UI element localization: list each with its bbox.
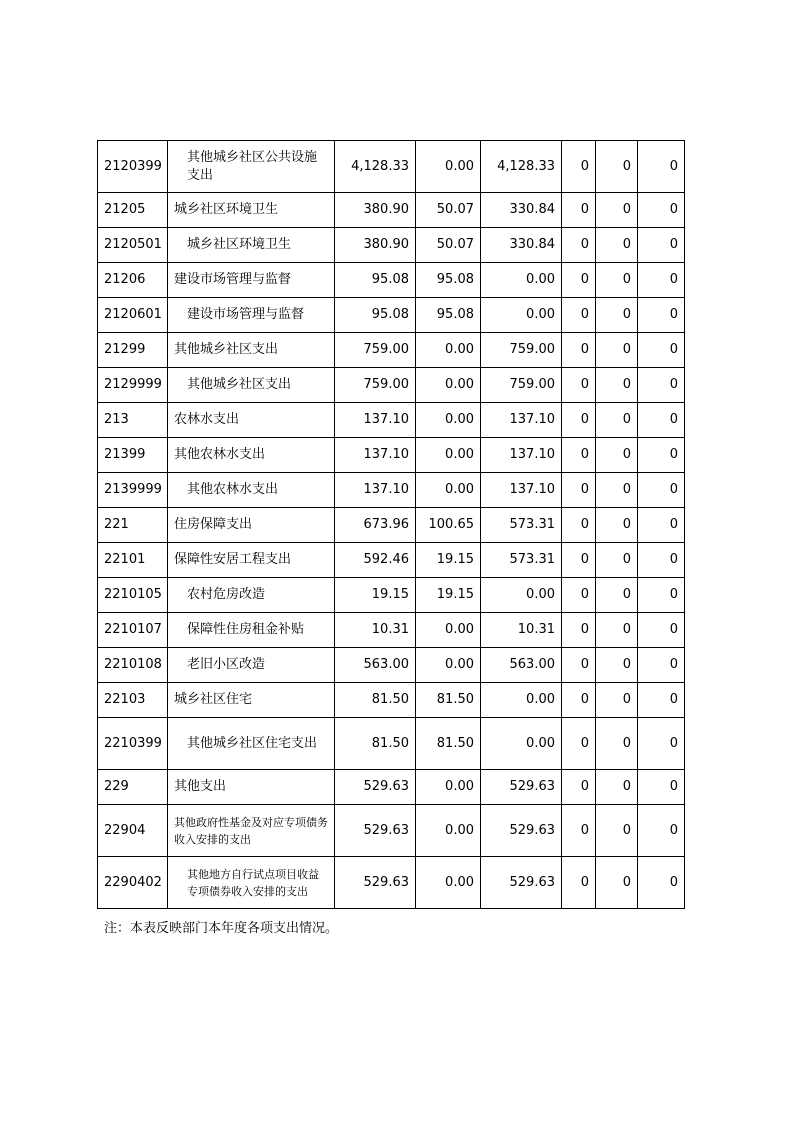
table-row (98, 857, 685, 909)
account-name-cell: 农林水支出 (168, 403, 335, 438)
other-cell-3: 0 (638, 805, 685, 857)
other-cell-2: 0 (596, 403, 638, 438)
total-cell: 529.63 (335, 770, 416, 805)
basic-expenditure-cell: 19.15 (416, 578, 481, 613)
account-name-cell: 其他政府性基金及对应专项债务收入安排的支出 (168, 805, 335, 857)
other-cell-2: 0 (596, 368, 638, 403)
other-cell-2: 0 (596, 683, 638, 718)
table-row (98, 718, 685, 770)
basic-expenditure-cell: 0.00 (416, 368, 481, 403)
project-expenditure-cell: 529.63 (481, 805, 562, 857)
account-code-cell: 2120501 (98, 228, 168, 263)
basic-expenditure-cell: 19.15 (416, 543, 481, 578)
basic-expenditure-cell: 0.00 (416, 770, 481, 805)
table-row (98, 683, 685, 718)
project-expenditure-cell: 10.31 (481, 613, 562, 648)
table-row (98, 141, 685, 193)
project-expenditure-cell: 759.00 (481, 333, 562, 368)
basic-expenditure-cell: 0.00 (416, 473, 481, 508)
other-cell-2: 0 (596, 438, 638, 473)
basic-expenditure-cell: 0.00 (416, 805, 481, 857)
other-cell-1: 0 (562, 438, 596, 473)
account-name-cell: 保障性安居工程支出 (168, 543, 335, 578)
total-cell: 95.08 (335, 298, 416, 333)
basic-expenditure-cell: 0.00 (416, 141, 481, 193)
other-cell-2: 0 (596, 718, 638, 770)
table-row (98, 648, 685, 683)
total-cell: 81.50 (335, 718, 416, 770)
other-cell-2: 0 (596, 141, 638, 193)
total-cell: 137.10 (335, 438, 416, 473)
other-cell-2: 0 (596, 613, 638, 648)
table-row (98, 473, 685, 508)
other-cell-3: 0 (638, 473, 685, 508)
account-code-cell: 2120399 (98, 141, 168, 193)
account-name-cell: 建设市场管理与监督 (168, 263, 335, 298)
account-code-cell: 2210105 (98, 578, 168, 613)
total-cell: 137.10 (335, 473, 416, 508)
table-row (98, 368, 685, 403)
account-code-cell: 21299 (98, 333, 168, 368)
basic-expenditure-cell: 0.00 (416, 438, 481, 473)
other-cell-3: 0 (638, 403, 685, 438)
table-row (98, 438, 685, 473)
project-expenditure-cell: 563.00 (481, 648, 562, 683)
other-cell-1: 0 (562, 141, 596, 193)
account-name-cell: 其他地方自行试点项目收益专项债券收入安排的支出 (168, 857, 335, 909)
other-cell-1: 0 (562, 403, 596, 438)
other-cell-2: 0 (596, 473, 638, 508)
account-code-cell: 2139999 (98, 473, 168, 508)
account-code-cell: 2290402 (98, 857, 168, 909)
total-cell: 4,128.33 (335, 141, 416, 193)
account-code-cell: 2120601 (98, 298, 168, 333)
other-cell-1: 0 (562, 613, 596, 648)
other-cell-3: 0 (638, 770, 685, 805)
account-name-cell: 老旧小区改造 (168, 648, 335, 683)
project-expenditure-cell: 137.10 (481, 473, 562, 508)
other-cell-3: 0 (638, 298, 685, 333)
basic-expenditure-cell: 50.07 (416, 193, 481, 228)
other-cell-1: 0 (562, 805, 596, 857)
table-row (98, 770, 685, 805)
other-cell-2: 0 (596, 857, 638, 909)
project-expenditure-cell: 573.31 (481, 508, 562, 543)
account-code-cell: 22101 (98, 543, 168, 578)
other-cell-2: 0 (596, 508, 638, 543)
basic-expenditure-cell: 81.50 (416, 718, 481, 770)
basic-expenditure-cell: 0.00 (416, 403, 481, 438)
other-cell-1: 0 (562, 508, 596, 543)
project-expenditure-cell: 330.84 (481, 228, 562, 263)
account-code-cell: 2129999 (98, 368, 168, 403)
other-cell-2: 0 (596, 193, 638, 228)
total-cell: 95.08 (335, 263, 416, 298)
account-code-cell: 21206 (98, 263, 168, 298)
other-cell-1: 0 (562, 648, 596, 683)
basic-expenditure-cell: 81.50 (416, 683, 481, 718)
account-name-cell: 其他城乡社区支出 (168, 368, 335, 403)
other-cell-3: 0 (638, 648, 685, 683)
other-cell-3: 0 (638, 263, 685, 298)
other-cell-1: 0 (562, 263, 596, 298)
total-cell: 759.00 (335, 333, 416, 368)
table-row (98, 263, 685, 298)
basic-expenditure-cell: 0.00 (416, 648, 481, 683)
other-cell-2: 0 (596, 228, 638, 263)
other-cell-2: 0 (596, 770, 638, 805)
other-cell-1: 0 (562, 298, 596, 333)
table-body (98, 141, 685, 909)
other-cell-3: 0 (638, 438, 685, 473)
other-cell-2: 0 (596, 578, 638, 613)
account-name-cell: 城乡社区环境卫生 (168, 228, 335, 263)
expenditure-table (97, 140, 685, 909)
basic-expenditure-cell: 50.07 (416, 228, 481, 263)
other-cell-2: 0 (596, 648, 638, 683)
total-cell: 81.50 (335, 683, 416, 718)
project-expenditure-cell: 759.00 (481, 368, 562, 403)
table-note: 注：本表反映部门本年度各项支出情况。 (104, 921, 339, 936)
account-code-cell: 229 (98, 770, 168, 805)
basic-expenditure-cell: 95.08 (416, 263, 481, 298)
other-cell-1: 0 (562, 228, 596, 263)
table-row (98, 578, 685, 613)
total-cell: 137.10 (335, 403, 416, 438)
other-cell-2: 0 (596, 263, 638, 298)
account-code-cell: 22103 (98, 683, 168, 718)
total-cell: 10.31 (335, 613, 416, 648)
project-expenditure-cell: 330.84 (481, 193, 562, 228)
table-row (98, 543, 685, 578)
table-row (98, 613, 685, 648)
table-row (98, 228, 685, 263)
basic-expenditure-cell: 95.08 (416, 298, 481, 333)
other-cell-2: 0 (596, 543, 638, 578)
project-expenditure-cell: 573.31 (481, 543, 562, 578)
other-cell-2: 0 (596, 805, 638, 857)
other-cell-3: 0 (638, 718, 685, 770)
other-cell-1: 0 (562, 770, 596, 805)
other-cell-1: 0 (562, 543, 596, 578)
project-expenditure-cell: 137.10 (481, 403, 562, 438)
total-cell: 19.15 (335, 578, 416, 613)
account-code-cell: 2210399 (98, 718, 168, 770)
other-cell-3: 0 (638, 683, 685, 718)
account-name-cell: 其他农林水支出 (168, 438, 335, 473)
other-cell-1: 0 (562, 368, 596, 403)
account-code-cell: 22904 (98, 805, 168, 857)
total-cell: 529.63 (335, 805, 416, 857)
total-cell: 759.00 (335, 368, 416, 403)
account-code-cell: 2210107 (98, 613, 168, 648)
basic-expenditure-cell: 100.65 (416, 508, 481, 543)
total-cell: 380.90 (335, 193, 416, 228)
table-row (98, 193, 685, 228)
other-cell-3: 0 (638, 141, 685, 193)
other-cell-3: 0 (638, 193, 685, 228)
project-expenditure-cell: 4,128.33 (481, 141, 562, 193)
total-cell: 592.46 (335, 543, 416, 578)
table-row (98, 508, 685, 543)
project-expenditure-cell: 0.00 (481, 263, 562, 298)
total-cell: 529.63 (335, 857, 416, 909)
account-code-cell: 2210108 (98, 648, 168, 683)
account-name-cell: 其他支出 (168, 770, 335, 805)
other-cell-1: 0 (562, 578, 596, 613)
project-expenditure-cell: 137.10 (481, 438, 562, 473)
account-code-cell: 21399 (98, 438, 168, 473)
table-row (98, 805, 685, 857)
account-name-cell: 其他城乡社区公共设施支出 (168, 141, 335, 193)
account-name-cell: 住房保障支出 (168, 508, 335, 543)
basic-expenditure-cell: 0.00 (416, 333, 481, 368)
account-code-cell: 221 (98, 508, 168, 543)
other-cell-3: 0 (638, 508, 685, 543)
table-row (98, 298, 685, 333)
total-cell: 673.96 (335, 508, 416, 543)
account-name-cell: 农村危房改造 (168, 578, 335, 613)
account-name-cell: 城乡社区住宅 (168, 683, 335, 718)
other-cell-3: 0 (638, 578, 685, 613)
other-cell-3: 0 (638, 613, 685, 648)
other-cell-1: 0 (562, 193, 596, 228)
account-code-cell: 21205 (98, 193, 168, 228)
other-cell-3: 0 (638, 368, 685, 403)
basic-expenditure-cell: 0.00 (416, 613, 481, 648)
account-name-cell: 其他城乡社区支出 (168, 333, 335, 368)
other-cell-2: 0 (596, 333, 638, 368)
other-cell-1: 0 (562, 473, 596, 508)
other-cell-1: 0 (562, 718, 596, 770)
other-cell-1: 0 (562, 857, 596, 909)
account-name-cell: 城乡社区环境卫生 (168, 193, 335, 228)
account-name-cell: 其他城乡社区住宅支出 (168, 718, 335, 770)
table-row (98, 333, 685, 368)
project-expenditure-cell: 0.00 (481, 298, 562, 333)
other-cell-1: 0 (562, 333, 596, 368)
other-cell-3: 0 (638, 333, 685, 368)
project-expenditure-cell: 0.00 (481, 578, 562, 613)
project-expenditure-cell: 529.63 (481, 770, 562, 805)
project-expenditure-cell: 0.00 (481, 718, 562, 770)
total-cell: 563.00 (335, 648, 416, 683)
account-name-cell: 保障性住房租金补贴 (168, 613, 335, 648)
other-cell-3: 0 (638, 543, 685, 578)
table-row (98, 403, 685, 438)
account-name-cell: 其他农林水支出 (168, 473, 335, 508)
other-cell-3: 0 (638, 228, 685, 263)
project-expenditure-cell: 0.00 (481, 683, 562, 718)
other-cell-2: 0 (596, 298, 638, 333)
total-cell: 380.90 (335, 228, 416, 263)
project-expenditure-cell: 529.63 (481, 857, 562, 909)
other-cell-1: 0 (562, 683, 596, 718)
account-name-cell: 建设市场管理与监督 (168, 298, 335, 333)
account-code-cell: 213 (98, 403, 168, 438)
basic-expenditure-cell: 0.00 (416, 857, 481, 909)
other-cell-3: 0 (638, 857, 685, 909)
